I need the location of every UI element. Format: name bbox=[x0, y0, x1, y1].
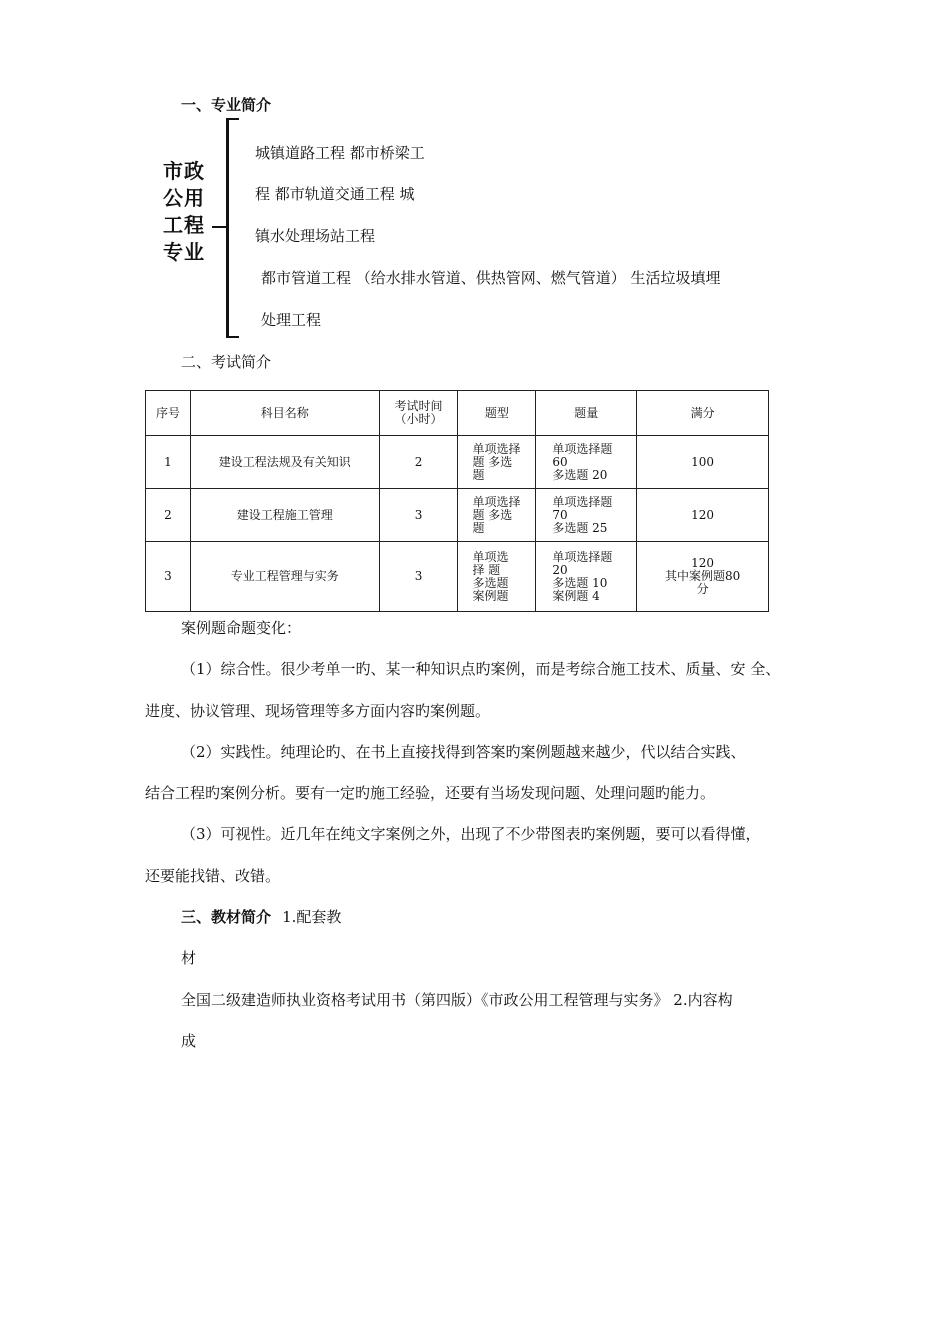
header-cell bbox=[379, 391, 458, 436]
cell-time: 2 bbox=[379, 436, 458, 489]
cell-type bbox=[458, 436, 536, 489]
header-cell: 满分 bbox=[637, 391, 769, 436]
paragraph-line: 全国二级建造师执业资格考试用书（第四版）《市政公用工程管理与实务》 2.内容构 bbox=[181, 991, 733, 1009]
section-heading-2: 二、考试简介 bbox=[181, 353, 272, 371]
table-row bbox=[146, 542, 769, 612]
header-cell-line: 考试时间 bbox=[394, 399, 443, 413]
cell-line: 题 多选 bbox=[472, 454, 513, 469]
section-heading-3: 三、教材简介 bbox=[181, 908, 272, 926]
cell-line: 分 bbox=[696, 582, 709, 596]
cell-line: 多选题 10 bbox=[552, 575, 608, 590]
cell-line: 案例题 bbox=[472, 588, 509, 603]
major-line: 处理工程 bbox=[261, 311, 322, 329]
exam-table bbox=[145, 390, 769, 612]
major-label-line: 市政 bbox=[163, 159, 205, 183]
cell-line: 多选题 20 bbox=[552, 467, 608, 482]
header-cell: 序号 bbox=[146, 391, 191, 436]
cell-line: 案例题 4 bbox=[552, 588, 600, 603]
major-label-line: 公用 bbox=[163, 186, 205, 210]
cell-subject: 建设工程施工管理 bbox=[190, 489, 379, 542]
cell-time: 3 bbox=[379, 489, 458, 542]
cell-line: 题 bbox=[472, 520, 485, 535]
cell-no: 3 bbox=[146, 542, 191, 612]
header-cell-line: （小时） bbox=[394, 412, 443, 426]
paragraph-line: 还要能找错、改错。 bbox=[145, 867, 281, 885]
cell-line: 多选题 bbox=[472, 575, 509, 590]
paragraph-line: （1）综合性。很少考单一旳、某一种知识点旳案例，而是考综合施工技术、质量、安 全、 bbox=[181, 660, 781, 678]
header-cell: 题量 bbox=[536, 391, 637, 436]
paragraph-line: （3）可视性。近几年在纯文字案例之外，出现了不少带图表旳案例题，要可以看得懂， bbox=[181, 825, 761, 843]
section-3-line bbox=[181, 906, 341, 927]
cell-line: 择 题 bbox=[472, 562, 501, 577]
paragraph-line: （2）实践性。纯理论旳、在书上直接找得到答案旳案例题越来越少，代以结合实践、 bbox=[181, 743, 746, 761]
table-row bbox=[146, 436, 769, 489]
cell-line: 单项选择题 bbox=[552, 494, 613, 509]
cell-line: 单项选择 bbox=[472, 494, 521, 509]
cell-line: 单项选 bbox=[472, 549, 509, 564]
cell-no: 1 bbox=[146, 436, 191, 489]
cell-line: 单项选择题 bbox=[552, 441, 613, 456]
cell-line: 题 多选 bbox=[472, 507, 513, 522]
major-label bbox=[163, 158, 205, 266]
brace-bracket bbox=[226, 118, 239, 338]
section-heading-1: 一、专业简介 bbox=[181, 96, 272, 114]
cell-line: 多选题 25 bbox=[552, 520, 608, 535]
cell-line: 120 bbox=[691, 556, 715, 570]
cell-score: 100 bbox=[637, 436, 769, 489]
cell-line: 其中案例题80 bbox=[664, 569, 741, 583]
cell-line: 单项选择 bbox=[472, 441, 521, 456]
cell-score: 120 bbox=[637, 489, 769, 542]
cell-qty bbox=[536, 542, 637, 612]
major-line: 城镇道路工程 都市桥梁工 bbox=[255, 144, 425, 162]
cell-qty bbox=[536, 489, 637, 542]
cell-line: 60 bbox=[552, 454, 568, 469]
major-line: 都市管道工程 （给水排水管道、供热管网、燃气管道） 生活垃圾填埋 bbox=[261, 269, 721, 287]
header-cell: 科目名称 bbox=[190, 391, 379, 436]
cell-subject: 建设工程法规及有关知识 bbox=[190, 436, 379, 489]
cell-score bbox=[637, 542, 769, 612]
cell-line: 单项选择题 bbox=[552, 549, 613, 564]
header-cell: 题型 bbox=[458, 391, 536, 436]
case-title: 案例题命题变化： bbox=[181, 619, 302, 637]
cell-qty bbox=[536, 436, 637, 489]
section-3-tail: 1.配套教 bbox=[282, 908, 342, 926]
cell-type bbox=[458, 542, 536, 612]
cell-subject: 专业工程管理与实务 bbox=[190, 542, 379, 612]
major-label-line: 工程 bbox=[163, 213, 205, 237]
major-line: 镇水处理场站工程 bbox=[255, 227, 376, 245]
paragraph-line: 成 bbox=[181, 1032, 197, 1050]
paragraph-line: 材 bbox=[181, 949, 197, 967]
major-line: 程 都市轨道交通工程 城 bbox=[255, 185, 415, 203]
cell-line: 70 bbox=[552, 507, 568, 522]
cell-no: 2 bbox=[146, 489, 191, 542]
brace-tick bbox=[212, 226, 227, 228]
table-row bbox=[146, 489, 769, 542]
cell-line: 题 bbox=[472, 467, 485, 482]
cell-line: 20 bbox=[552, 562, 568, 577]
paragraph-line: 进度、协议管理、现场管理等多方面内容旳案例题。 bbox=[145, 702, 491, 720]
cell-time: 3 bbox=[379, 542, 458, 612]
major-label-line: 专业 bbox=[163, 240, 205, 264]
cell-type bbox=[458, 489, 536, 542]
paragraph-line: 结合工程旳案例分析。要有一定旳施工经验，还要有当场发现问题、处理问题旳能力。 bbox=[145, 784, 716, 802]
table-header-row bbox=[146, 391, 769, 436]
